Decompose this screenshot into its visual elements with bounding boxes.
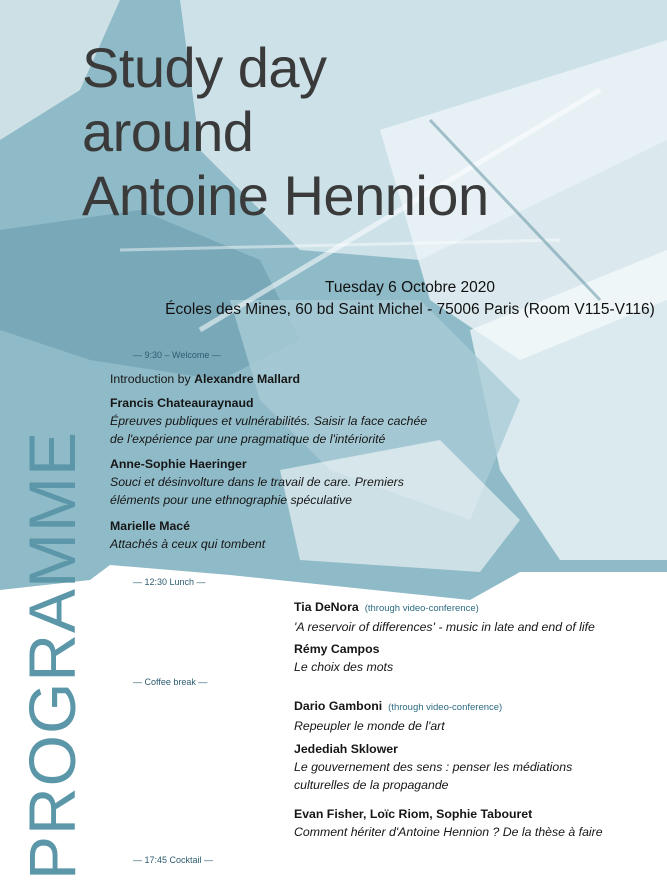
time-lunch: — 12:30 Lunch —	[133, 577, 206, 587]
time-cocktail: — 17:45 Cocktail —	[133, 855, 214, 865]
speaker-name: Francis Chateauraynaud	[110, 396, 254, 410]
talk-title-line: Épreuves publiques et vulnérabilités. Saisir la face cachée	[110, 414, 428, 428]
talk-item	[110, 394, 427, 448]
speaker-name: Jedediah Sklower	[294, 742, 398, 756]
talk-title-line: Attachés à ceux qui tombent	[110, 537, 266, 551]
title-line-3: Antoine Hennion	[82, 164, 489, 227]
talk-title-line: Comment hériter d'Antoine Hennion ? De la thèse à faire	[294, 825, 603, 839]
talk-item	[110, 517, 265, 553]
talk-title-line: de l'expérience par une pragmatique de l'intériorité	[110, 432, 386, 446]
talk-item	[110, 455, 404, 509]
talk-title-line: Souci et désinvolture dans le travail de care. Premiers	[110, 475, 404, 489]
programme-vertical-label: PROGRAMME	[15, 430, 89, 880]
intro-line	[110, 370, 300, 388]
talk-title-line: 'A reservoir of differences' - music in late and end of life	[294, 620, 595, 634]
talk-title-line: Le choix des mots	[294, 660, 394, 674]
speaker-name: Tia DeNora	[294, 600, 359, 614]
talk-title-line: culturelles de la propagande	[294, 778, 449, 792]
speaker-name: Anne-Sophie Haeringer	[110, 457, 247, 471]
video-conference-note: (through video-conference)	[364, 603, 479, 614]
talk-item	[294, 640, 393, 676]
time-welcome: — 9:30 – Welcome —	[133, 350, 221, 360]
intro-prefix: Introduction by	[110, 372, 195, 386]
talk-item	[294, 805, 603, 841]
video-conference-note: (through video-conference)	[388, 702, 503, 713]
speaker-name: Evan Fisher, Loïc Riom, Sophie Tabouret	[294, 807, 533, 821]
event-date: Tuesday 6 Octobre 2020	[324, 279, 496, 296]
talk-title-line: Repeupler le monde de l'art	[294, 719, 445, 733]
talk-item	[294, 697, 502, 735]
title-line-1: Study day	[82, 36, 327, 99]
intro-speaker: Alexandre Mallard	[194, 372, 301, 386]
speaker-name: Rémy Campos	[294, 642, 380, 656]
talk-title-line: Le gouvernement des sens : penser les médiations	[294, 760, 573, 774]
talk-title-line: éléments pour une ethnographie spéculative	[110, 493, 353, 507]
talk-item	[294, 740, 572, 794]
speaker-name: Dario Gamboni	[294, 699, 383, 713]
title-line-2: around	[82, 100, 254, 163]
talk-item	[294, 598, 595, 636]
time-coffee-break: — Coffee break —	[133, 677, 208, 687]
event-title	[82, 36, 489, 228]
speaker-name: Marielle Macé	[110, 519, 190, 533]
event-venue: Écoles des Mines, 60 bd Saint Michel - 75006 Paris (Room V115-V116)	[165, 301, 655, 318]
